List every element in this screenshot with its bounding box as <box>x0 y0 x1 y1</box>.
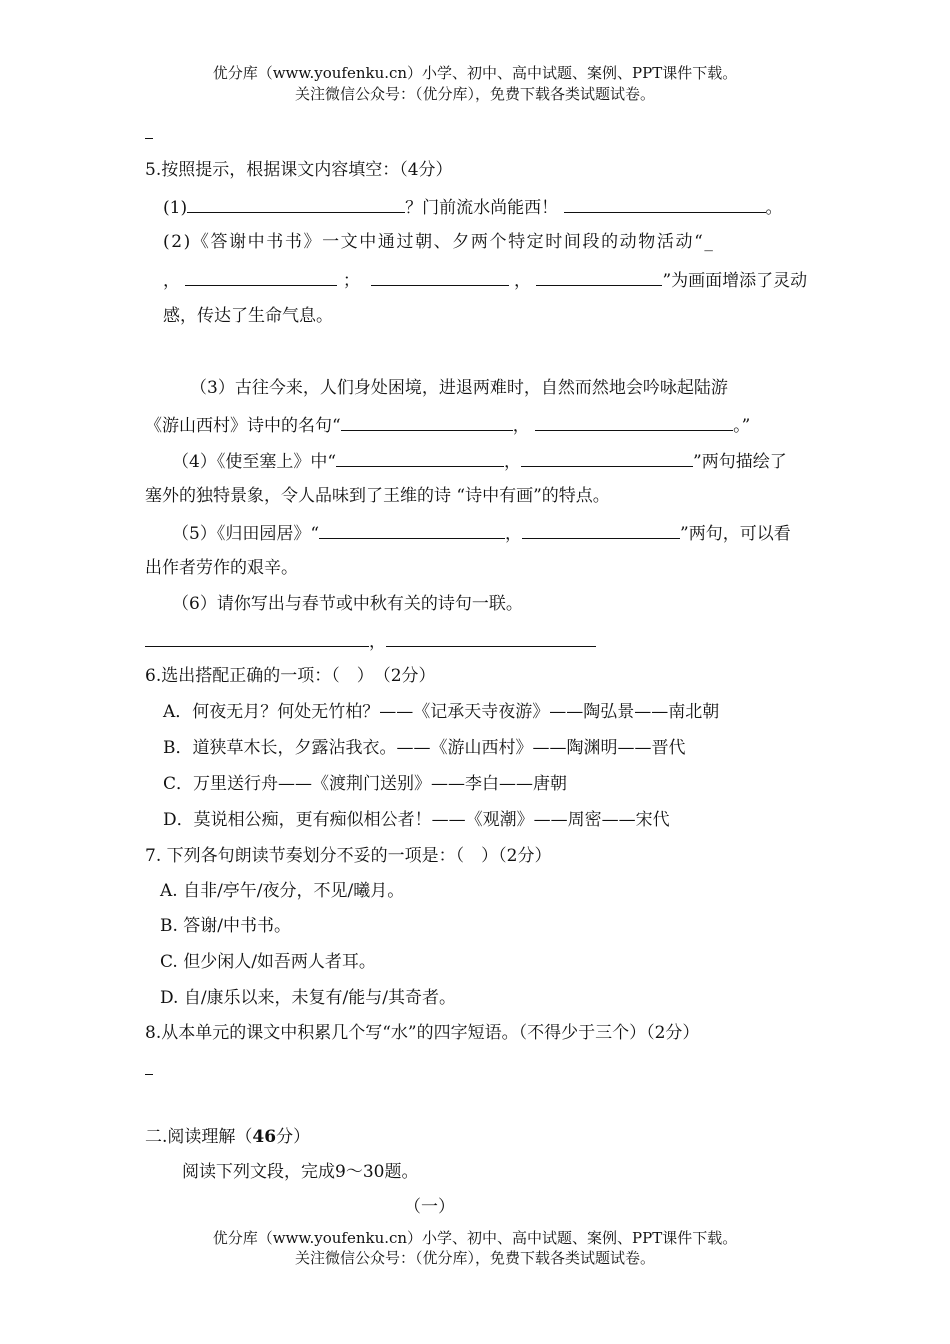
q5-p2-blank-2[interactable] <box>371 267 509 286</box>
q5-p3-blank-1[interactable] <box>341 412 513 431</box>
section2-title-c: 分） <box>276 1127 311 1147</box>
q5-p4-comma: ， <box>504 452 522 472</box>
q5-p6-blank-2[interactable] <box>386 628 596 647</box>
q5-p3-end: 。” <box>733 416 751 436</box>
q5-part6-line1: （6）请你写出与春节或中秋有关的诗句一联。 <box>172 594 523 614</box>
q6-option-a: A．何夜无月？何处无竹柏？——《记承天寺夜游》——陶弘景——南北朝 <box>163 702 720 722</box>
q5-p6-blank-1[interactable] <box>145 628 369 647</box>
q5-p1-end: 。 <box>765 198 783 218</box>
q5-part4-line1 <box>172 448 787 474</box>
section2-part-label: （一） <box>404 1197 455 1217</box>
q7-option-a: A. 自非/亭午/夜分，不见/曦月。 <box>160 881 405 901</box>
q5-part3-line1: （3）古往今来，人们身处困境，进退两难时，自然而然地会吟咏起陆游 <box>190 378 728 398</box>
header-line-1: 优分库（www.youfenku.cn）小学、初中、高中试题、案例、PPT课件下载。 <box>212 64 738 82</box>
q5-part2-line1: (2)《答谢中书书》一文中通过朝、夕两个特定时间段的动物活动“_ <box>163 232 715 252</box>
q5-part2-line3: 感，传达了生命气息。 <box>163 306 333 326</box>
footer-line-2: 关注微信公众号：（优分库），免费下载各类试题试卷。 <box>294 1249 655 1267</box>
q7-title: 7. 下列各句朗读节奏划分不妥的一项是：（ ）（2分） <box>145 846 552 866</box>
q6-title: 6.选出搭配正确的一项：（ ） （2分） <box>145 666 436 686</box>
q5-p1-text: ？门前流水尚能西！ <box>405 198 559 218</box>
q5-p1-blank-2[interactable] <box>564 194 766 213</box>
q5-part2-line2 <box>163 267 807 293</box>
section2-instruction: 阅读下列文段，完成9～30题。 <box>182 1162 419 1182</box>
section2-title <box>145 1125 310 1149</box>
q5-p1-label: (1) <box>163 198 188 218</box>
q5-p2-blank-3[interactable] <box>536 267 662 286</box>
stray-underscore-2 <box>145 1074 153 1075</box>
q5-part1 <box>163 194 783 220</box>
q5-p2-comma-2: ， <box>514 271 532 291</box>
q5-p5-text: （5）《归田园居》“ <box>172 524 320 544</box>
q5-p5-comma: ， <box>505 524 523 544</box>
q7-option-d: D. 自/康乐以来，未复有/能与/其奇者。 <box>160 988 457 1008</box>
q5-p2-blank-1[interactable] <box>185 267 337 286</box>
q5-p5-blank-1[interactable] <box>319 520 505 539</box>
q5-title: 5.按照提示，根据课文内容填空：（4分） <box>145 160 453 180</box>
q6-option-d: D．莫说相公痴，更有痴似相公者！——《观潮》——周密——宋代 <box>163 810 670 830</box>
q5-part6-line2 <box>145 628 596 654</box>
q7-option-c: C. 但少闲人/如吾两人者耳。 <box>160 952 376 972</box>
footer-line-1: 优分库（www.youfenku.cn）小学、初中、高中试题、案例、PPT课件下载。 <box>212 1229 738 1247</box>
section2-score: 46 <box>252 1127 277 1147</box>
q5-p4-text: （4）《使至塞上》中“ <box>172 452 337 472</box>
q5-p4-blank-1[interactable] <box>336 448 504 467</box>
q5-p1-blank-1[interactable] <box>187 194 405 213</box>
header-line-2: 关注微信公众号：（优分库），免费下载各类试题试卷。 <box>294 85 655 103</box>
q5-p6-comma: ， <box>369 632 386 652</box>
q5-p5-blank-2[interactable] <box>522 520 680 539</box>
q6-option-c: C．万里送行舟——《渡荆门送别》——李白——唐朝 <box>163 774 568 794</box>
q5-p2-tail: ”为画面增添了灵动 <box>662 271 808 291</box>
q5-p4-tail: ”两句描绘了 <box>693 452 787 472</box>
q5-p3-comma: ， <box>512 416 530 436</box>
stray-underscore <box>145 138 153 139</box>
q5-p3-text: 《游山西村》诗中的名句“ <box>145 416 341 436</box>
q5-p4-blank-2[interactable] <box>521 448 693 467</box>
q5-part5-line2: 出作者劳作的艰辛。 <box>145 558 298 578</box>
q5-part3-line2 <box>145 412 750 438</box>
q5-part4-line2: 塞外的独特景象，令人品味到了王维的诗 “诗中有画”的特点。 <box>145 486 610 506</box>
q5-p3-blank-2[interactable] <box>535 412 733 431</box>
section2-title-a: 二.阅读理解（ <box>145 1127 253 1147</box>
q5-p2-semicolon: ； <box>342 271 360 291</box>
q6-option-b: B．道狭草木长，夕露沾我衣。——《游山西村》——陶渊明——晋代 <box>163 738 686 758</box>
q5-p5-tail: ”两句，可以看 <box>680 524 791 544</box>
q7-option-b: B. 答谢/中书书。 <box>160 916 292 936</box>
q5-part5-line1 <box>172 520 791 546</box>
q5-p2-comma-1: ， <box>163 271 180 291</box>
q8-title: 8.从本单元的课文中积累几个写“水”的四字短语。（不得少于三个）（2分） <box>145 1023 700 1043</box>
